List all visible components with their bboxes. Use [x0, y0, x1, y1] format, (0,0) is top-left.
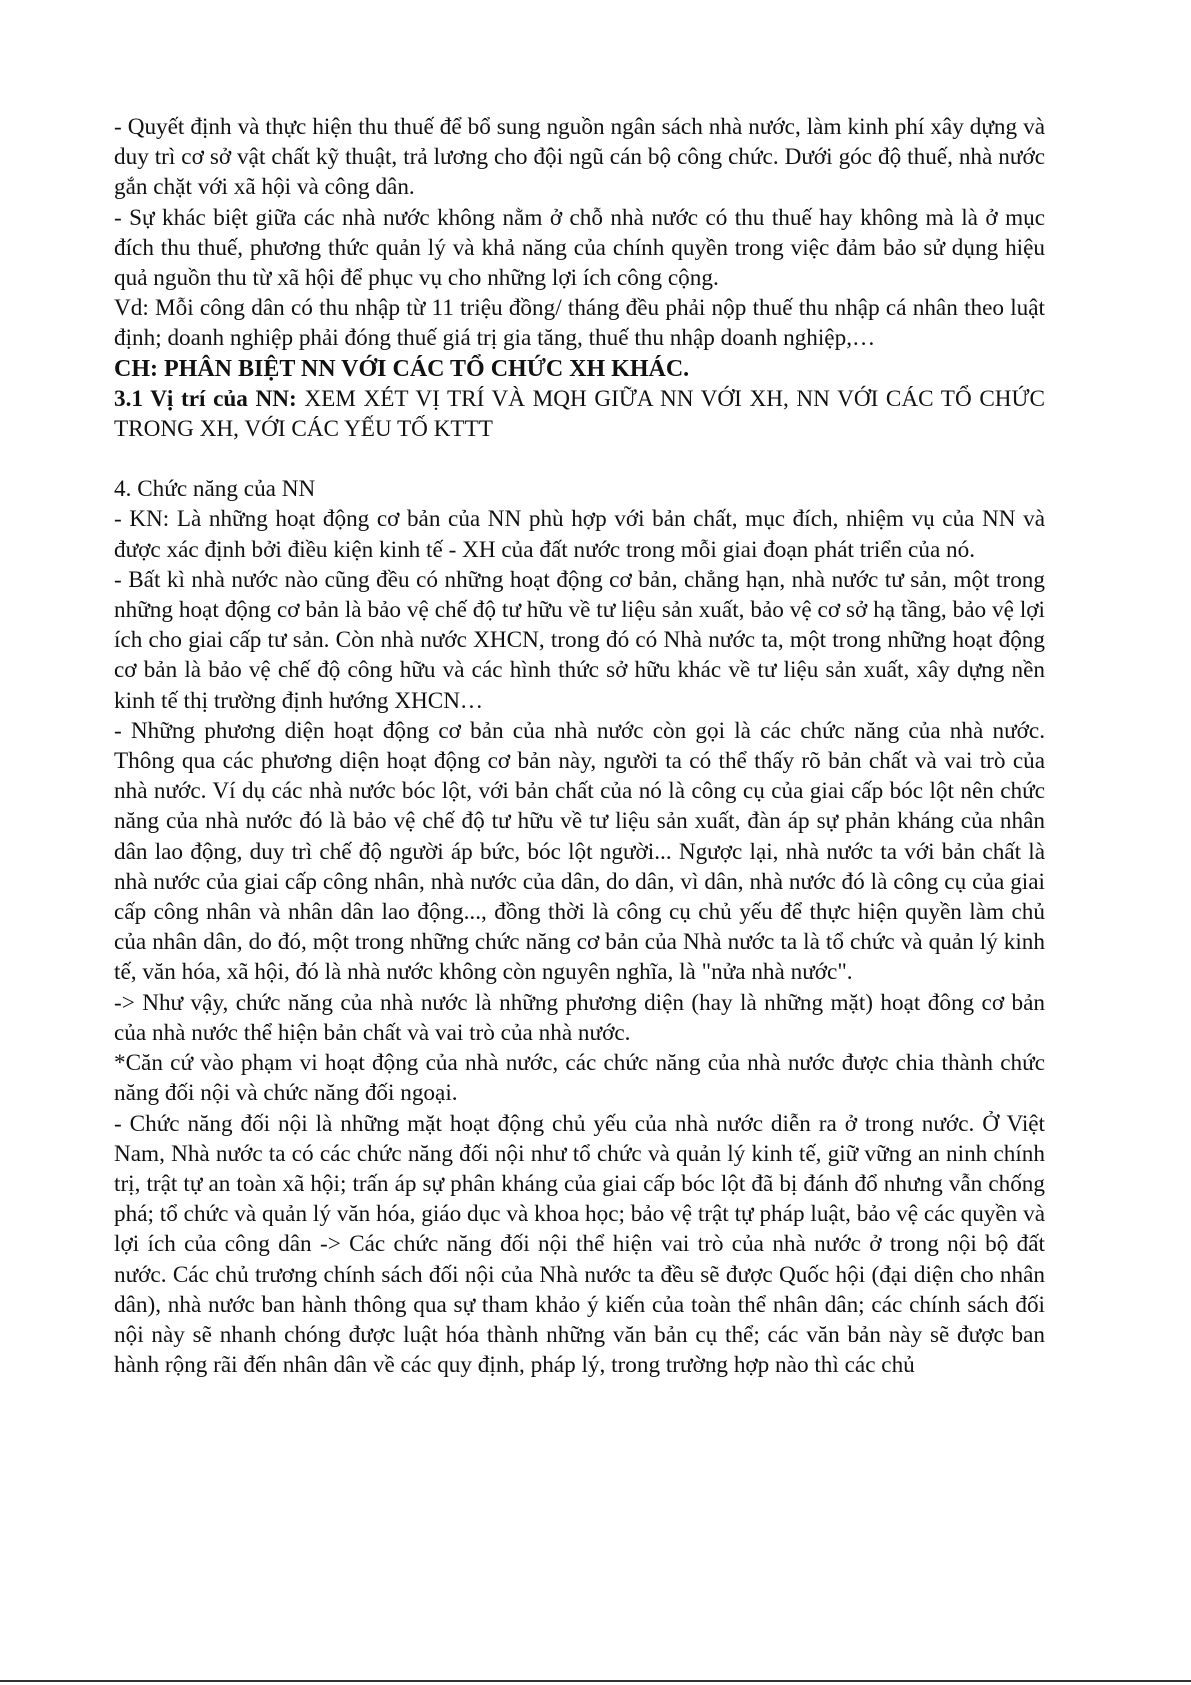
subsection-position: [114, 384, 1045, 444]
paragraph-state-differences: - Sự khác biệt giữa các nhà nước không nằm ở chỗ nhà nước có thu thuế hay không mà là ở mục đích thu thuế, phương thức quản lý và khả năng của chính quyền trong việc đảm bảo sử dụng hiệu quả nguồn thu từ xã hội để phục vụ cho những lợi ích công cộng.: [114, 204, 1045, 292]
paragraph-internal-functions: - Chức năng đối nội là những mặt hoạt động chủ yếu của nhà nước diễn ra ở trong nước. Ở Việt Nam, Nhà nước ta có các chức năng đối nội như tổ chức và quản lý kinh tế, giữ vững an ninh chính trị, trật tự an toàn xã hội; trấn áp sự phân kháng của giai cấp bóc lột đã bị đánh đổ nhưng vẫn chống phá; tổ chức và quản lý văn hóa, giáo dục và khoa học; bảo vệ trật tự pháp luật, bảo vệ các quyền và lợi ích của công dân -> Các chức năng đối nội thể hiện vai trò của nhà nước ở trong nội bộ đất nước. Các chủ trương chính sách đối nội của Nhà nước ta đều sẽ được Quốc hội (đại diện cho nhân dân), nhà nước ban hành thông qua sự tham khảo ý kiến của toàn thể nhân dân; các chính sách đối nội này sẽ nhanh chóng được luật hóa thành những văn bản cụ thể; các văn bản này sẽ được ban hành rộng rãi đến nhân dân về các quy định, pháp lý, trong trường hợp nào thì các chủ: [114, 1110, 1045, 1379]
paragraph-functions-aspects: - Những phương diện hoạt động cơ bản của nhà nước còn gọi là các chức năng của nhà nước. Thông qua các phương diện hoạt động cơ bản này, người ta có thể thấy rõ bản chất và vai trò của nhà nước. Ví dụ các nhà nước bóc lột, với bản chất của nó là công cụ của giai cấp bóc lột nên chức năng của nhà nước đó là bảo vệ chế độ tư hữu về tư liệu sản xuất, đàn áp sự phản kháng của nhân dân lao động, duy trì chế độ người áp bức, bóc lột người... Ngược lại, nhà nước ta với bản chất là nhà nước của giai cấp công nhân, nhà nước của dân, do dân, vì dân, nhà nước đó là công cụ của giai cấp công nhân và nhân dân lao động..., đồng thời là công cụ chủ yếu để thực hiện quyền làm chủ của nhân dân, do đó, một trong những chức năng cơ bản của Nhà nước ta là tổ chức và quản lý kinh tế, văn hóa, xã hội, đó là nhà nước không còn nguyên nghĩa, là "nửa nhà nước".: [114, 717, 1045, 986]
paragraph-basic-activities: - Bất kì nhà nước nào cũng đều có những hoạt động cơ bản, chẳng hạn, nhà nước tư sản, một trong những hoạt động cơ bản là bảo vệ chế độ tư hữu về tư liệu sản xuất, bảo vệ cơ sở hạ tầng, bảo vệ lợi ích cho giai cấp tư sản. Còn nhà nước XHCN, trong đó có Nhà nước ta, một trong những hoạt động cơ bản là bảo vệ chế độ công hữu và các hình thức sở hữu khác về tư liệu sản xuất, xây dựng nền kinh tế thị trường định hướng XHCN…: [114, 566, 1045, 714]
section-heading: CH: PHÂN BIỆT NN VỚI CÁC TỔ CHỨC XH KHÁC.: [114, 355, 690, 382]
paragraph-conclusion: -> Như vậy, chức năng của nhà nước là những phương diện (hay là những mặt) hoạt đông cơ bản của nhà nước thể hiện bản chất và vai trò của nhà nước.: [114, 989, 1045, 1046]
subsection-text: XEM XÉT VỊ TRÍ VÀ MQH GIỮA NN VỚI XH, NN VỚI CÁC TỔ CHỨC TRONG XH, VỚI CÁC YẾU TỐ KTTT: [114, 385, 1046, 443]
paragraph-concept: - KN: Là những hoạt động cơ bản của NN phù hợp với bản chất, mục đích, nhiệm vụ của NN và được xác định bởi điều kiện kinh tế - XH của đất nước trong mỗi giai đoạn phát triển của nó.: [114, 506, 1045, 563]
section4-title: 4. Chức năng của NN: [114, 476, 316, 503]
blank-line: [114, 444, 1045, 474]
paragraph-tax-example: Vd: Mỗi công dân có thu nhập từ 11 triệu đồng/ tháng đều phải nộp thuế thu nhập cá nhân theo luật định; doanh nghiệp phải đóng thuế giá trị gia tăng, thuế thu nhập doanh nghiệp,…: [114, 295, 1045, 352]
subsection-label: 3.1 Vị trí của NN:: [114, 385, 297, 412]
document-page: [114, 112, 1045, 1380]
paragraph-tax-decision: - Quyết định và thực hiện thu thuế để bổ sung nguồn ngân sách nhà nước, làm kinh phí xây dựng và duy trì cơ sở vật chất kỹ thuật, trả lương cho đội ngũ cán bộ công chức. Dưới góc độ thuế, nhà nước gắn chặt với xã hội và công dân.: [114, 114, 1045, 201]
page-bottom-divider: [0, 1680, 1191, 1682]
paragraph-classification: *Căn cứ vào phạm vi hoạt động của nhà nước, các chức năng của nhà nước được chia thành chức năng đối nội và chức năng đối ngoại.: [114, 1050, 1045, 1107]
